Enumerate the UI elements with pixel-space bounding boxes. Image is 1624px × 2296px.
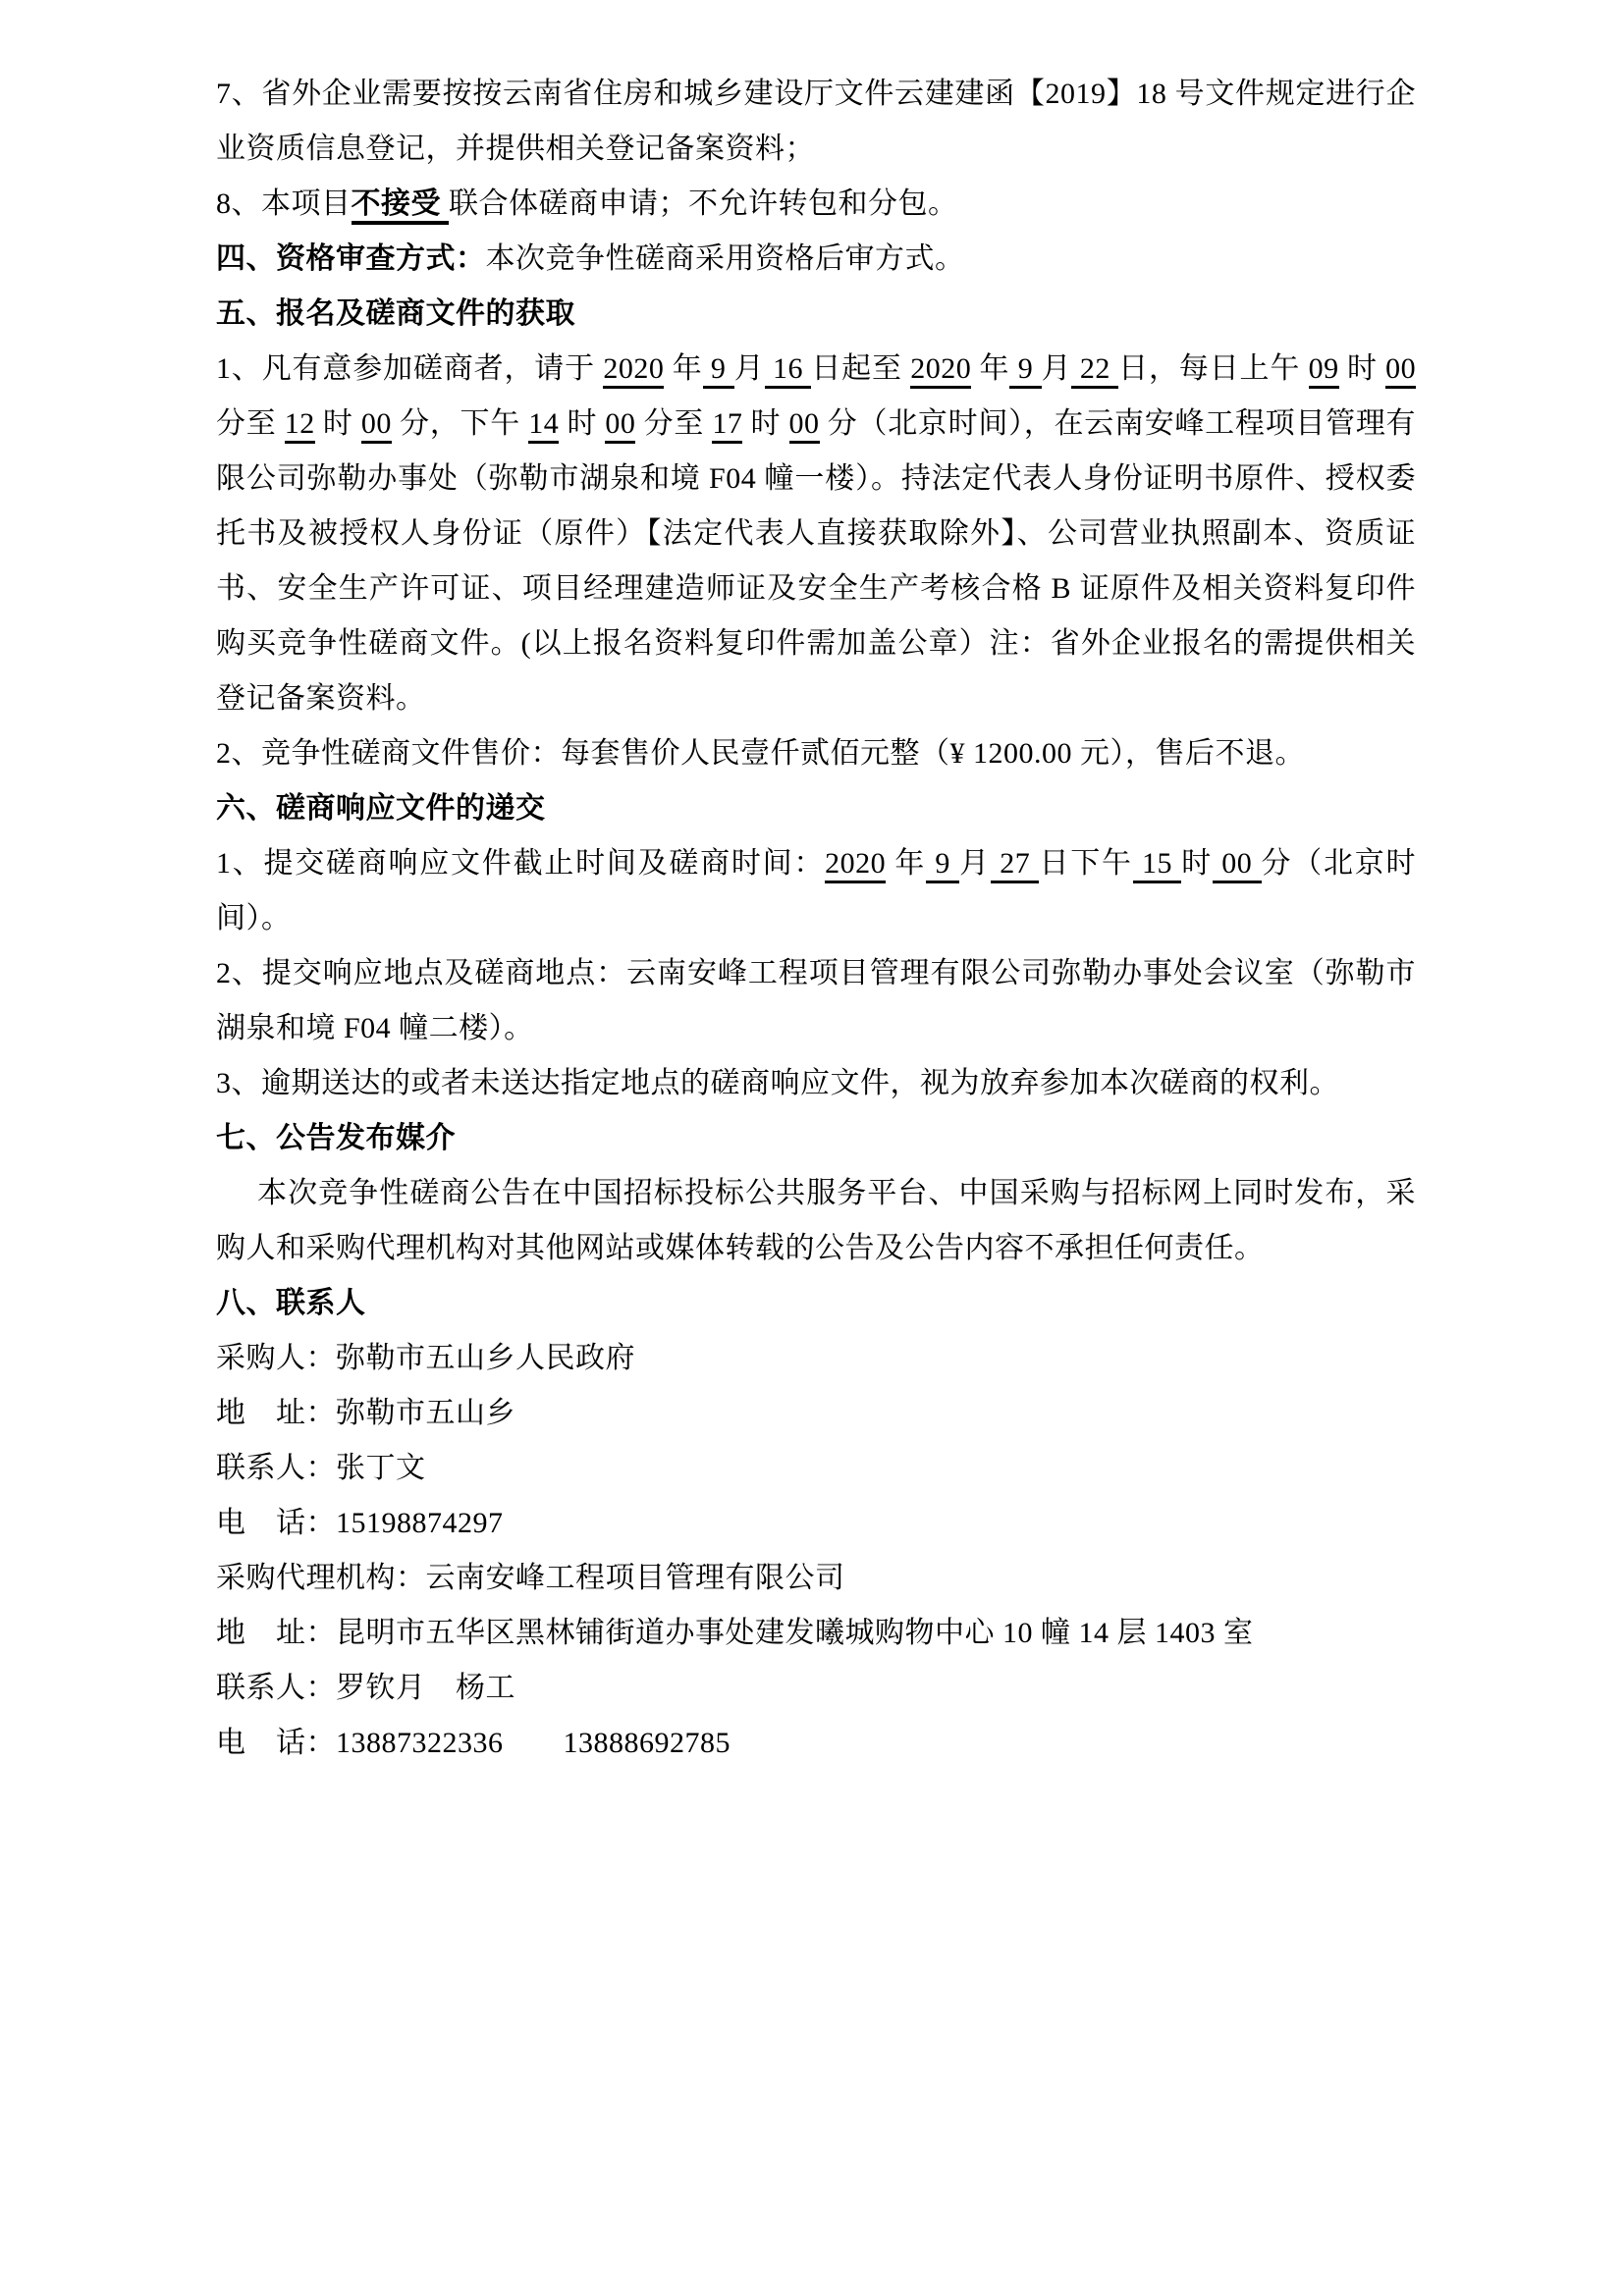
section-6-item-1-deadline-segment-9: 00 (1213, 847, 1262, 883)
section-7-body-media-segment-0: 本次竞争性磋商公告在中国招标投标公共服务平台、中国采购与招标网上同时发布，采购人和采购代理机构对其他网站或媒体转载的公告及公告内容不承担任何责任。 (216, 1177, 1416, 1264)
section-6-item-2-submission-place-segment-0: 2、提交响应地点及磋商地点：云南安峰工程项目管理有限公司弥勒办事处会议室（弥勒市湖泉和境 F04 幢二楼）。 (216, 957, 1416, 1044)
section-4-qualification-review-segment-1: 本次竞争性磋商采用资格后审方式。 (485, 242, 965, 275)
section-5-item-2-document-price (216, 726, 1416, 781)
section-7-body-media (216, 1166, 1416, 1276)
section-6-item-1-deadline (216, 836, 1416, 946)
contact-agency-phone (216, 1716, 1416, 1771)
section-5-item-1-registration-time-segment-16: 分至 (216, 407, 285, 440)
contact-agency-address (216, 1606, 1416, 1661)
section-5-item-1-registration-time-segment-21: 14 (528, 407, 559, 444)
section-6-item-2-submission-place (216, 946, 1416, 1056)
section-5-item-1-registration-time-segment-8: 年 (971, 352, 1010, 385)
document-content (216, 67, 1416, 1771)
section-6-item-3-overdue (216, 1056, 1416, 1111)
item-7-enterprise-registration (216, 67, 1416, 177)
contact-purchaser-person (216, 1441, 1416, 1496)
section-5-item-1-registration-time-segment-10: 月 (1041, 352, 1072, 385)
contact-agency-person (216, 1661, 1416, 1716)
section-5-item-1-registration-time-segment-2: 年 (664, 352, 703, 385)
section-5-item-1-registration-time-segment-24: 分至 (635, 407, 713, 440)
section-6-heading-segment-0: 六、磋商响应文件的递交 (216, 792, 546, 825)
contact-purchaser-name-segment-0: 采购人：弥勒市五山乡人民政府 (216, 1342, 635, 1374)
section-5-item-1-registration-time-segment-7: 2020 (910, 352, 971, 389)
section-6-item-1-deadline-segment-3: 9 (926, 847, 959, 883)
item-8-no-consortium-segment-2: 联合体磋商申请；不允许转包和分包。 (449, 187, 958, 220)
section-5-item-1-registration-time-segment-6: 日起至 (811, 352, 911, 385)
section-5-item-1-registration-time-segment-28: 分（北京时间），在云南安峰工程项目管理有限公司弥勒办事处（弥勒市湖泉和境 F04 幢一楼）。持法定代表人身份证明书原件、授权委托书及被授权人身份证（原件）【法定代表人直接获取除外】、公司营业执照副本、资质证书、安全生产许可证、项目经理建造师证及安全生产考核合格 B 证原件及相关资料复印件购买竞争性磋商文件。(以上报名资料复印件需加盖公章）注：省外企业报名的需提供相关登记备案资料。 (216, 407, 1417, 715)
section-5-item-1-registration-time-segment-17: 12 (285, 407, 315, 444)
section-5-item-1-registration-time-segment-27: 00 (789, 407, 820, 444)
section-6-item-3-overdue-segment-0: 3、逾期送达的或者未送达指定地点的磋商响应文件，视为放弃参加本次磋商的权利。 (216, 1067, 1339, 1099)
contact-purchaser-address (216, 1386, 1416, 1441)
section-8-heading (216, 1276, 1416, 1331)
section-5-item-1-registration-time-segment-22: 时 (559, 407, 606, 440)
section-5-item-1-registration-time (216, 342, 1416, 726)
section-5-item-1-registration-time-segment-11: 22 (1071, 352, 1118, 389)
section-5-item-1-registration-time-segment-20: 分，下午 (391, 407, 529, 440)
section-5-item-1-registration-time-segment-3: 9 (703, 352, 734, 389)
section-6-item-1-deadline-segment-7: 15 (1133, 847, 1182, 883)
section-6-item-1-deadline-segment-5: 27 (991, 847, 1040, 883)
section-8-heading-segment-0: 八、联系人 (216, 1287, 366, 1319)
section-5-item-1-registration-time-segment-5: 16 (765, 352, 812, 389)
contact-purchaser-phone-segment-0: 电 话：15198874297 (216, 1507, 504, 1539)
section-5-item-1-registration-time-segment-4: 月 (733, 352, 765, 385)
section-5-item-1-registration-time-segment-9: 9 (1009, 352, 1041, 389)
item-7-enterprise-registration-segment-0: 7、省外企业需要按按云南省住房和城乡建设厅文件云建建函【2019】18 号文件规定进行企业资质信息登记，并提供相关登记备案资料； (216, 78, 1416, 165)
contact-agency-name-segment-0: 采购代理机构：云南安峰工程项目管理有限公司 (216, 1562, 845, 1594)
section-5-heading (216, 287, 1416, 342)
contact-purchaser-person-segment-0: 联系人：张丁文 (216, 1452, 426, 1484)
section-6-item-1-deadline-segment-10: 分（北京时间）。 (216, 847, 1417, 934)
item-8-no-consortium (216, 177, 1416, 232)
section-5-heading-segment-0: 五、报名及磋商文件的获取 (216, 297, 575, 330)
contact-purchaser-address-segment-0: 地 址：弥勒市五山乡 (216, 1397, 515, 1429)
contact-agency-phone-segment-0: 电 话：13887322336 13888692785 (216, 1727, 731, 1759)
section-5-item-1-registration-time-segment-18: 时 (314, 407, 361, 440)
item-8-no-consortium-segment-0: 8、本项目 (216, 187, 352, 220)
section-5-item-2-document-price-segment-0: 2、竞争性磋商文件售价：每套售价人民壹仟贰佰元整（¥ 1200.00 元），售后不退。 (216, 737, 1305, 770)
section-6-heading (216, 781, 1416, 836)
contact-agency-name (216, 1551, 1416, 1606)
contact-purchaser-phone (216, 1496, 1416, 1551)
contact-purchaser-name (216, 1331, 1416, 1386)
item-8-no-consortium-segment-1: 不接受 (352, 187, 450, 225)
section-6-item-1-deadline-segment-4: 月 (959, 847, 991, 880)
section-7-heading (216, 1111, 1416, 1166)
section-5-item-1-registration-time-segment-25: 17 (712, 407, 742, 444)
section-6-item-1-deadline-segment-8: 时 (1181, 847, 1214, 880)
section-5-item-1-registration-time-segment-19: 00 (361, 407, 392, 444)
section-5-item-1-registration-time-segment-23: 00 (605, 407, 635, 444)
section-4-qualification-review (216, 232, 1416, 287)
section-4-qualification-review-segment-0: 四、资格审查方式： (216, 242, 486, 275)
contact-agency-address-segment-0: 地 址：昆明市五华区黑林铺街道办事处建发曦城购物中心 10 幢 14 层 1403 室 (216, 1617, 1254, 1649)
section-6-item-1-deadline-segment-2: 年 (886, 847, 927, 880)
section-5-item-1-registration-time-segment-15: 00 (1385, 352, 1416, 389)
section-5-item-1-registration-time-segment-26: 时 (742, 407, 789, 440)
section-6-item-1-deadline-segment-0: 1、提交磋商响应文件截止时间及磋商时间： (216, 847, 826, 880)
section-6-item-1-deadline-segment-1: 2020 (825, 847, 886, 883)
section-5-item-1-registration-time-segment-0: 1、凡有意参加磋商者，请于 (216, 352, 604, 385)
section-5-item-1-registration-time-segment-13: 09 (1309, 352, 1339, 389)
contact-agency-person-segment-0: 联系人：罗钦月 杨工 (216, 1672, 515, 1704)
section-6-item-1-deadline-segment-6: 日下午 (1039, 847, 1133, 880)
section-5-item-1-registration-time-segment-14: 时 (1338, 352, 1386, 385)
section-5-item-1-registration-time-segment-12: 日，每日上午 (1118, 352, 1309, 385)
section-5-item-1-registration-time-segment-1: 2020 (603, 352, 664, 389)
section-7-heading-segment-0: 七、公告发布媒介 (216, 1122, 456, 1154)
